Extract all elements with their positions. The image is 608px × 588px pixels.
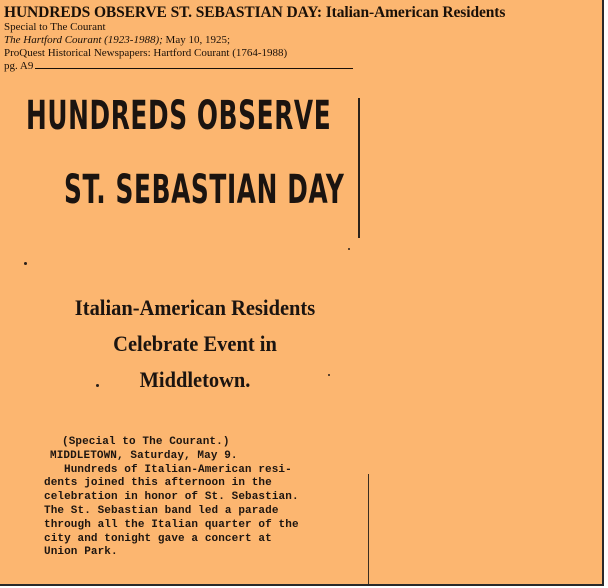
body-line: city and tonight gave a concert at <box>44 532 272 545</box>
article-body <box>44 436 364 560</box>
headline-column-rule <box>358 98 360 238</box>
deck-line-1: Italian-American Residents <box>74 295 316 320</box>
page-underline <box>35 68 353 69</box>
dateline: MIDDLETOWN, Saturday, May 9. <box>50 449 238 462</box>
citation-date: May 10, 1925; <box>162 34 231 46</box>
citation-database: ProQuest Historical Newspapers: Hartford Courant (1764-1988) <box>4 47 288 59</box>
body-line: Union Park. <box>44 546 118 559</box>
citation-header <box>4 4 604 73</box>
body-line: Hundreds of Italian-American resi- <box>64 463 292 476</box>
body-line: The St. Sebastian band led a parade <box>44 504 279 517</box>
citation-source <box>4 34 604 47</box>
citation-publication: The Hartford Courant (1923-1988); <box>4 34 163 46</box>
body-line: through all the Italian quarter of the <box>44 518 299 531</box>
citation-page-row <box>4 60 604 73</box>
citation-page: pg. A9 <box>4 60 34 72</box>
deck-line-2: Celebrate Event in <box>113 331 277 356</box>
body-line: dents joined this afternoon in the <box>44 477 272 490</box>
headline-line-2: ST. SEBASTIAN DAY <box>64 167 345 213</box>
article-deck <box>20 290 370 398</box>
print-speck <box>24 262 27 265</box>
print-speck <box>348 248 350 250</box>
special-credit-line: (Special to The Courant.) <box>62 436 230 448</box>
citation-title: HUNDREDS OBSERVE ST. SEBASTIAN DAY: Italian-American Residents <box>4 4 506 21</box>
body-line: celebration in honor of St. Sebastian. <box>44 491 299 504</box>
body-column-rule <box>368 474 369 586</box>
headline-line-1: HUNDREDS OBSERVE <box>26 93 332 139</box>
deck-line-3: Middletown. <box>139 367 251 392</box>
citation-byline: Special to The Courant <box>4 21 106 33</box>
